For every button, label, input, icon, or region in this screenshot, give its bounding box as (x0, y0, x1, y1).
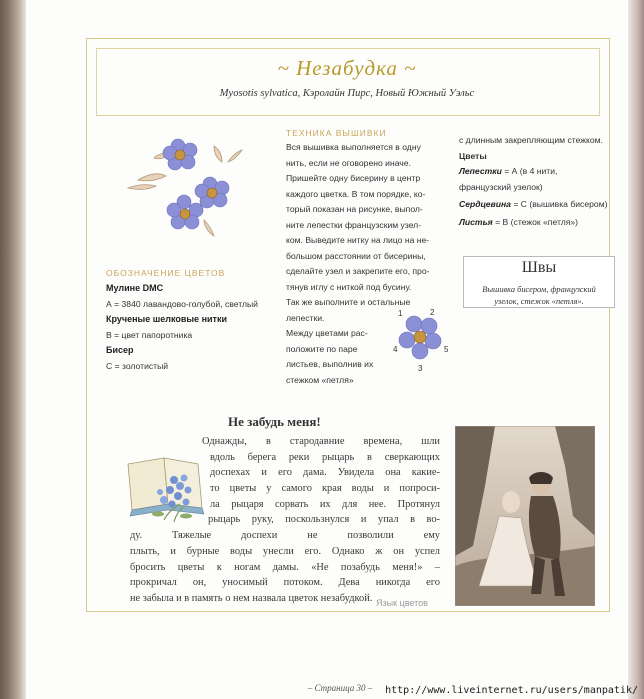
center-label: Сердцевина (459, 199, 511, 209)
story-line: Однажды, в стародавние времена, шли (202, 436, 440, 447)
continuation-line: с длинным закрепляющим стежком. (459, 135, 603, 145)
diagram-number: 2 (430, 308, 435, 317)
story-line: рыцарь руку, поскользнулся и упал в во- (208, 514, 440, 526)
story-line: ду. Тяжелые доспехи не позволили ему (130, 530, 440, 542)
story-line: плыть, и бурные воды унесли его. Однако ж он успел (130, 545, 440, 557)
petals-entry (459, 164, 609, 195)
technique-line: стежком «петля» (286, 374, 354, 385)
silk-line: В = цвет папоротника (106, 329, 193, 340)
diagram-flower-icon (399, 316, 441, 359)
embroidery-illustration (118, 128, 258, 248)
petals-label: Лепестки (459, 166, 502, 176)
floss-title: Мулине DMC (106, 283, 164, 293)
technique-line: тянув иглу с ниткой под бусину. (286, 281, 412, 292)
diagram-number: 3 (418, 364, 423, 373)
beads-line: С = золотистый (106, 360, 169, 371)
technique-line: Между цветами рас- (286, 328, 368, 338)
story-line: то цветы у самого края воды и попроси- (210, 483, 440, 495)
story-line: не забыла и в память о нем назвала цветок незабудкой. (130, 592, 373, 604)
technique-line: большом расстоянии от бисерины, (286, 250, 426, 261)
story-body (130, 434, 440, 607)
story-line: прокричал он, уносимый потоком. Дева никогда его (130, 577, 440, 589)
technique-heading: ТЕХНИКА ВЫШИВКИ (286, 128, 387, 138)
legend-heading: ОБОЗНАЧЕНИЕ ЦВЕТОВ (106, 268, 226, 278)
petal-order-diagram (392, 306, 454, 374)
story-title: Не забудь меня! (228, 414, 321, 429)
story-line: доспехах и его дама. Увидела она какие- (210, 467, 440, 479)
technique-line: Пришейте одну бисерину в центр (286, 173, 421, 183)
page-number: – Страница 30 – (307, 683, 373, 693)
technique-line: каждого цветка. В том порядке, ко- (286, 188, 426, 199)
couple-engraving-image-icon (455, 426, 595, 606)
right-page-edge (628, 0, 644, 699)
story-line: вдоль берега реки рыцарь в сверкающих (210, 451, 440, 463)
technique-line: листьев, выполнив их (286, 359, 374, 369)
color-legend (106, 281, 258, 374)
technique-line: нить, если не оговорено иначе. (286, 157, 411, 168)
forget-me-not-flower-icon (195, 177, 229, 208)
floss-line: А = 3840 лавандово-голубой, светлый (106, 298, 258, 309)
stitches-text: Вышивка бисером, французский узелок, стежок «петля». (482, 285, 596, 306)
forget-me-not-flower-icon (163, 139, 197, 170)
technique-line: Так же выполните и остальные (286, 297, 411, 307)
flowers-heading: Цветы (459, 150, 487, 161)
leaves-text: = В (стежок «петля») (492, 216, 579, 227)
diagram-number: 5 (444, 345, 449, 354)
diagram-number: 4 (393, 345, 398, 354)
technique-line: ком. Выведите нитку на лицо на не- (286, 235, 430, 245)
center-text: = С (вышивка бисером) (510, 199, 608, 209)
page-subtitle: Myosotis sylvatica, Кэролайн Пирс, Новый Южный Уэльс (219, 88, 475, 99)
technique-line: торый показан на рисунке, выпол- (286, 204, 423, 214)
couple-engraving (455, 426, 595, 606)
stitches-title: Швы (521, 259, 557, 276)
story-line: ла рыцаря сорвать их для нее. Протянул (210, 498, 440, 510)
source-watermark[interactable]: http://www.liveinternet.ru/users/manpatik/ (385, 685, 638, 696)
beads-title: Бисер (106, 345, 134, 355)
petals-text: = А (в 4 нити, французский узелок) (459, 166, 558, 192)
technique-line: Вся вышивка выполняется в одну (286, 142, 421, 152)
stitches-box (463, 256, 615, 308)
forget-me-not-flower-icon (167, 195, 203, 229)
silk-title: Крученые шелковые нитки (106, 314, 227, 324)
left-page-edge (0, 0, 26, 699)
story-line: бросить цветы к ногам дамы. «Не позабудь меня!» – (130, 561, 440, 573)
page-title: ~ Незабудка ~ (277, 56, 417, 80)
technique-line: ните лепестки французским узел- (286, 219, 422, 230)
center-entry (459, 197, 609, 213)
leaves-label: Листья (459, 216, 493, 227)
leaves-entry (459, 215, 609, 231)
technique-line: лепестки. (286, 312, 325, 323)
flowers-block (459, 133, 609, 230)
technique-line: положите по паре (286, 343, 358, 354)
diagram-number: 1 (398, 309, 403, 318)
technique-line: сделайте узел и закрепите его, про- (286, 266, 430, 276)
story-source: Язык цветов (376, 598, 428, 608)
